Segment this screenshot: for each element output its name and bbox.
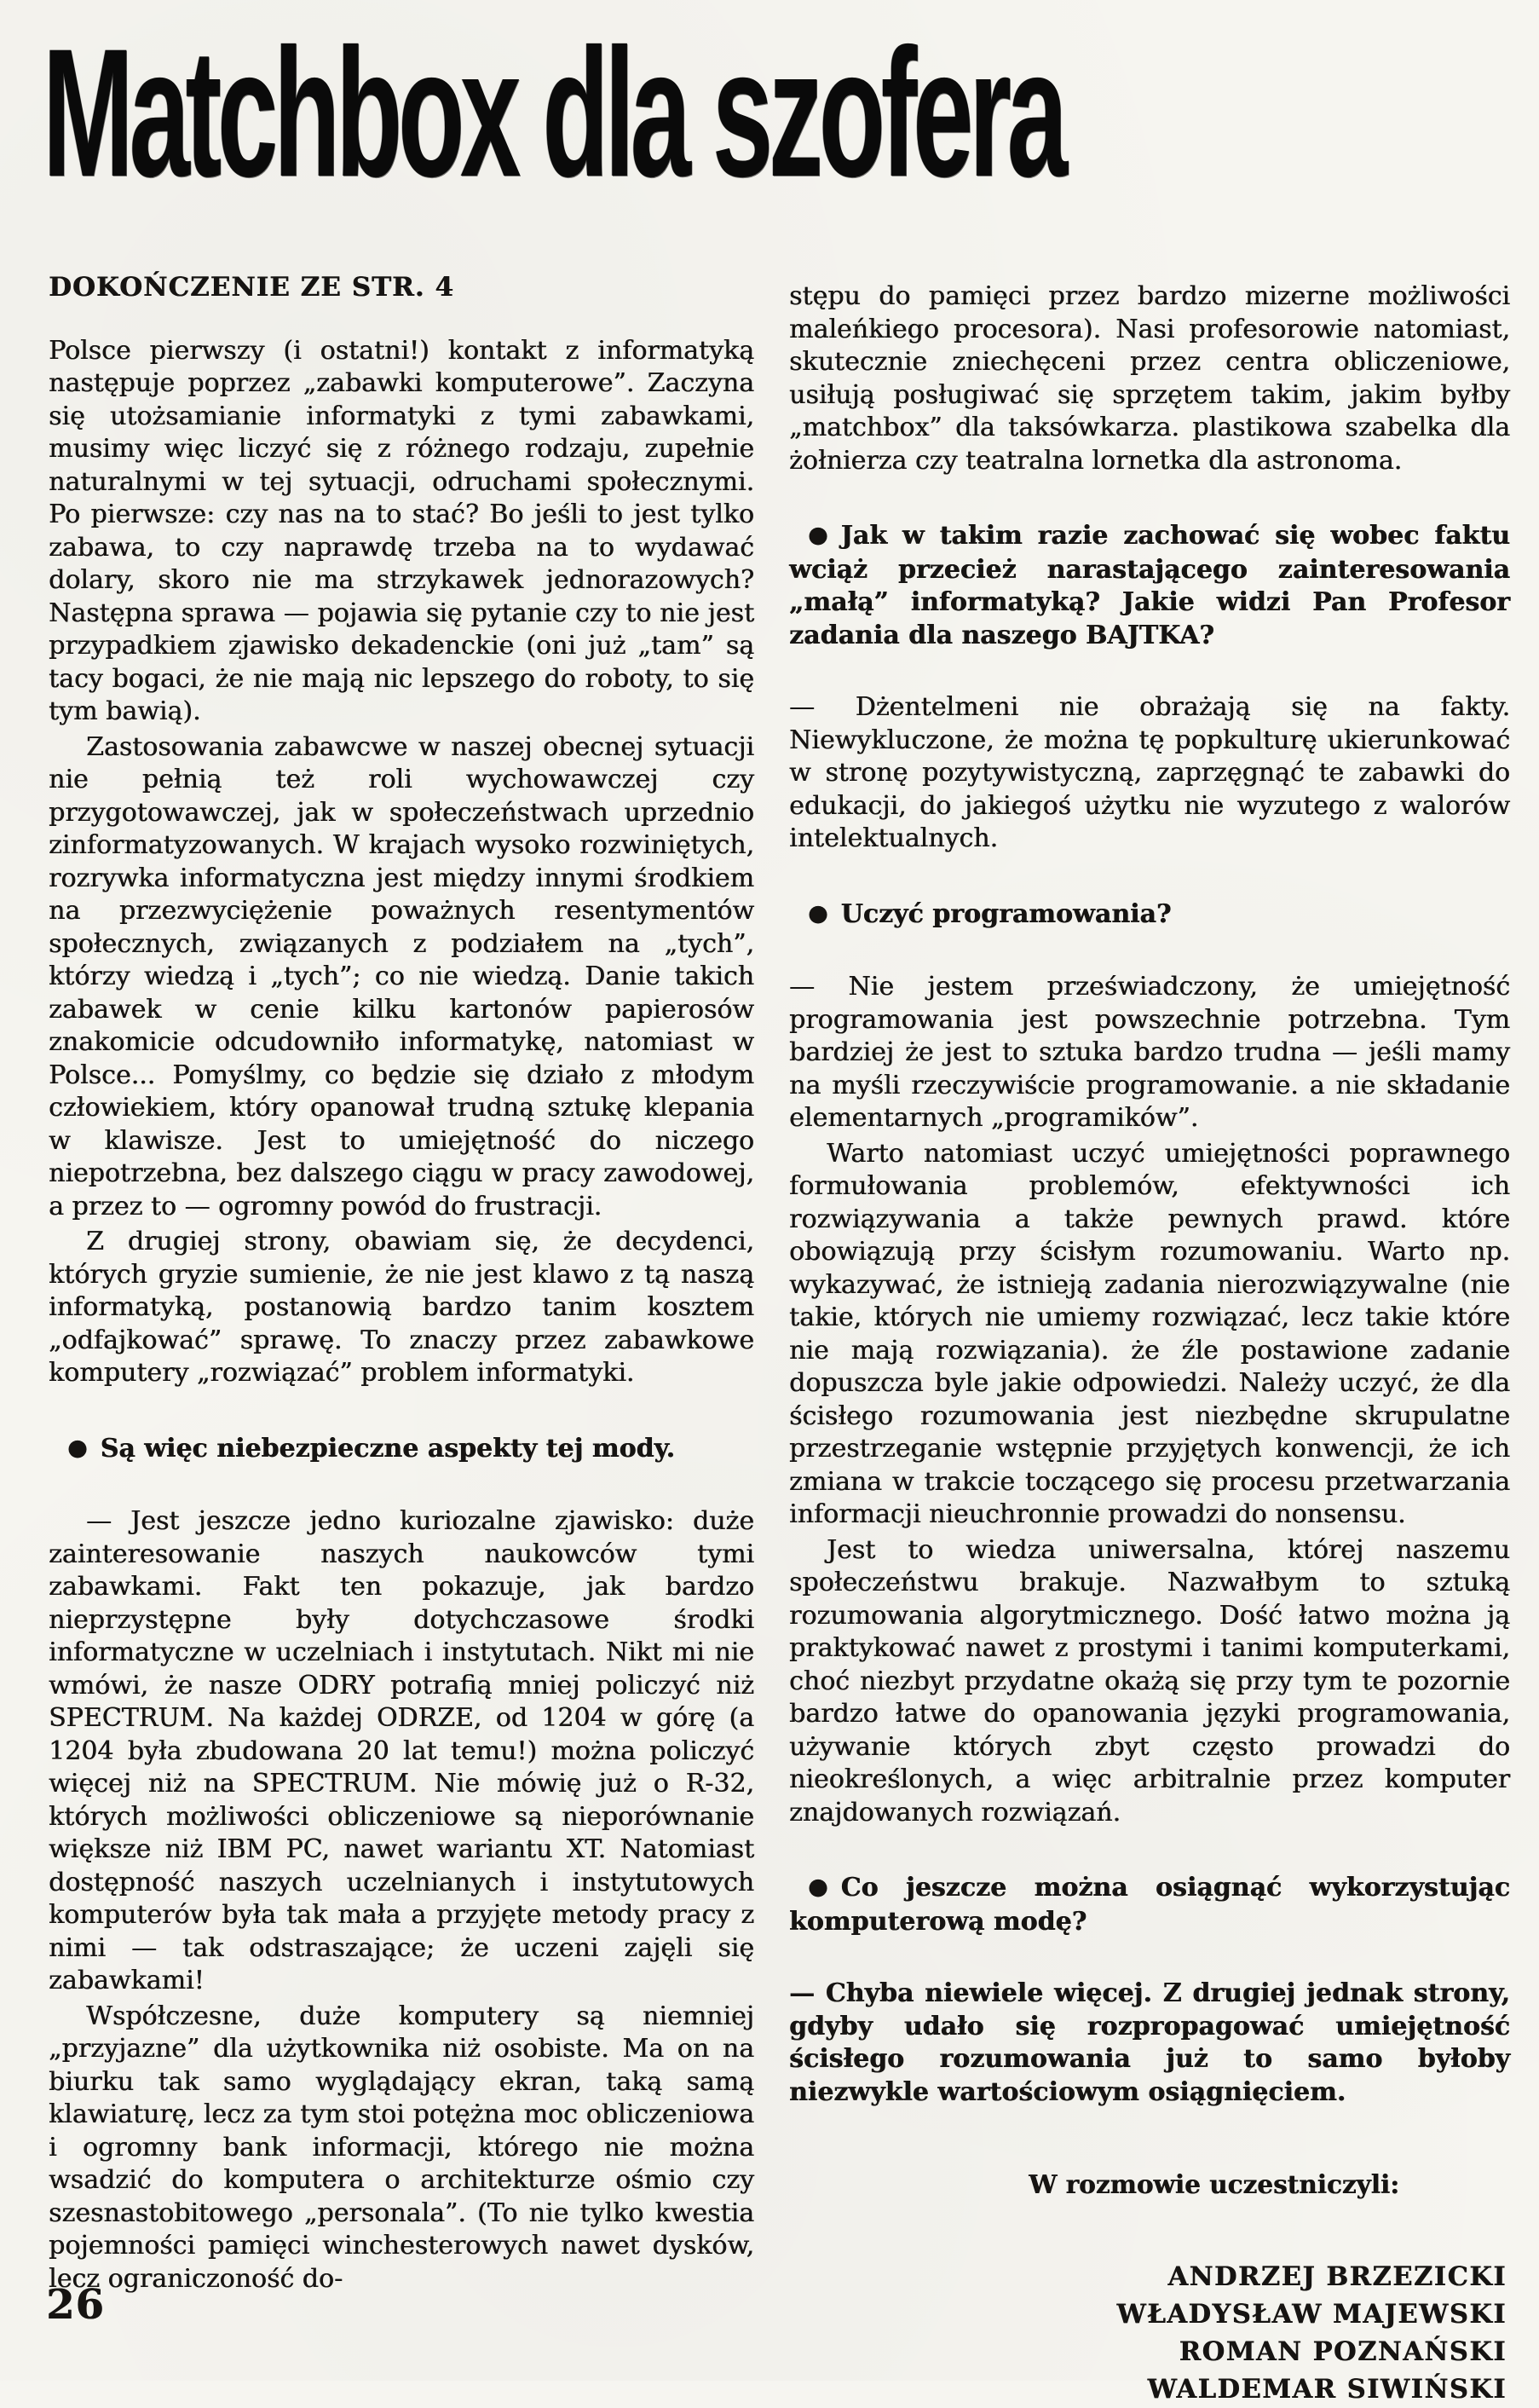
answer-paragraph: — Chyba niewiele więcej. Z drugiej jednak strony, gdyby udało się rozpropagować umiejętność ścisłego rozumowania już to samo byłoby niezwykle wartościowym osiągnięciem. <box>789 1978 1510 2107</box>
question-heading <box>789 1872 1510 1938</box>
participant-name: ANDRZEJ BRZEZICKI <box>1167 2261 1507 2292</box>
paragraph: Jest to wiedza uniwersalna, której naszemu społeczeństwu brakuje. Nazwałbym to sztuką rozumowania algorytmicznego. Dość łatwo można ją praktykować nawet z prostymi i tanimi komputerkami, choć niezbyt przydatne okażą się przy tym te pozornie bardzo łatwe do opanowania języki programowania, używanie których zbyt często prowadzi do nieokreślonych, a więc arbitralnie przez komputer znajdowanych rozwiązań. <box>789 1534 1510 1828</box>
byline-heading: W rozmowie uczestniczyli: <box>1029 2169 1399 2199</box>
answer-paragraph: — Nie jestem przeświadczony, że umiejętność programowania jest powszechnie potrzebna. Tym bardziej że jest to sztuka bardzo trudna — jeśli mamy na myśli rzeczywiście programowanie. a nie składanie elementarnych „programików”. <box>789 972 1510 1133</box>
question-heading <box>49 1433 754 1467</box>
participant-name: ROMAN POZNAŃSKI <box>1179 2336 1507 2367</box>
paragraph: Zastosowania zabawcwe w naszej obecnej sytuacji nie pełnią też roli wychowawczej czy przygotowawczej, jak w społeczeństwach uprzednio zinformatyzowanych. W krajach wysoko rozwiniętych, rozrywka informatyczna jest między innymi środkiem na przezwyciężenie poważnych resentymentów społecznych, związanych z podziałem na „tych”, którzy wiedzą i „tych”; co nie wiedzą. Danie takich zabawek w cenie kilku kartonów papierosów znakomicie odcudowniło informatykę, natomiast w Polsce... Pomyślmy, co będzie się działo z młodym człowiekiem, który opanował trudną sztukę klepania w klawisze. Jest to umiejętność do niczego niepotrzebna, bez dalszego ciągu w pracy zawodowej, a przez to — ogromny powód do frustracji. <box>49 731 754 1221</box>
participants-list <box>789 2258 1510 2408</box>
paragraph: Współczesne, duże komputery są niemniej „przyjazne” dla użytkownika niż osobiste. Ma on na biurku tak samo wyglądający ekran, taką samą klawiaturę, lecz za tym stoi potężna moc obliczeniowa i ogromny bank informacji, którego nie można wsadzić do komputera o architekturze ośmio czy szesnastobitowego „personala”. (To nie tylko kwestia pojemności pamięci winchesterowych nawet dysków, lecz ograniczoność do- <box>49 2001 754 2294</box>
participant-name: WŁADYSŁAW MAJEWSKI <box>1116 2298 1507 2330</box>
continuation-note: DOKOŃCZENIE ZE STR. 4 <box>49 272 454 303</box>
question-heading <box>789 520 1510 652</box>
paragraph: Z drugiej strony, obawiam się, że decydenci, których gryzie sumienie, że nie jest klawo z tą naszą informatyką, postanowią bardzo tanim kosztem „odfajkować” sprawę. To znaczy przez zabawkowe komputery „rozwiązać” problem informatyki. <box>49 1227 754 1388</box>
question-text: Uczyć programowania? <box>840 898 1172 929</box>
paragraph: Warto natomiast uczyć umiejętności poprawnego formułowania problemów, efektywności ich rozwiązywania a także pewnych prawd. które obowiązują przy ścisłym rozumowaniu. Warto np. wykazywać, że istnieją zadania nierozwiązywalne (nie takie, których nie umiemy rozwiązać, lecz takie które nie mają rozwiązania). że źle postawione zadanie dopuszcza byle jakie odpowiedzi. Należy uczyć, że dla ścisłego rozumowania jest niezbędne skrupulatne przestrzeganie wstępnie przyjętych konwencji, że ich zmiana w trakcie toczącego się procesu przetwarzania informacji nieuchronnie prowadzi do nonsensu. <box>789 1138 1510 1529</box>
right-column <box>789 271 1510 2408</box>
page-number: 26 <box>46 2281 105 2329</box>
bullet-icon: ● <box>808 1874 828 1900</box>
bullet-icon: ● <box>808 522 828 548</box>
paragraph: Polsce pierwszy (i ostatni!) kontakt z informatyką następuje poprzez „zabawki komputerowe”. Zaczyna się utożsamianie informatyki z tymi zabawkami, musimy więc liczyć się z różnego rodzaju, zupełnie naturalnymi w tej sytuacji, odruchami społecznymi. Po pierwsze: czy nas na to stać? Bo jeśli to jest tylko zabawa, to czy naprawdę trzeba na to wydawać dolary, skoro nie ma strzykawek jednorazowych? Następna sprawa — pojawia się pytanie czy to nie jest przypadkiem zjawisko dekadenckie (oni już „tam” są tacy bogaci, że nie mają nic lepszego do roboty, to się tym bawią). <box>49 335 754 726</box>
question-text: Co jeszcze można osiągnąć wykorzystując komputerową modę? <box>789 1873 1510 1937</box>
question-text: Są więc niebezpieczne aspekty tej mody. <box>100 1433 675 1464</box>
article-title: Matchbox dla szofera <box>43 11 1063 215</box>
left-column <box>49 271 754 2295</box>
bullet-icon: ● <box>67 1434 88 1461</box>
participant-name: WALDEMAR SIWIŃSKI <box>1147 2373 1507 2405</box>
answer-paragraph: — Dżentelmeni nie obrażają się na fakty. Niewykluczone, że można tę popkulturę ukierunkować w stronę pozytywistyczną, zaprzęgnąć te zabawki do edukacji, do jakiegoś użytku nie wyzutego z walorów intelektualnych. <box>789 692 1510 853</box>
bullet-icon: ● <box>808 899 828 927</box>
answer-paragraph: — Jest jeszcze jedno kuriozalne zjawisko: duże zainteresowanie naszych naukowców tymi zabawkami. Fakt ten pokazuje, jak bardzo nieprzystępne były dotychczasowe środki informatyczne w uczelniach i instytutach. Nikt mi nie wmówi, że nasze ODRY potrafią mniej policzyć niż SPECTRUM. Na każdej ODRZE, od 1204 w górę (a 1204 była zbudowana 20 lat temu!) można policzyć więcej niż na SPECTRUM. Nie mówię już o R-32, których możliwości obliczeniowe są nieporównanie większe niż IBM PC, nawet wariantu XT. Natomiast dostępność naszych uczelnianych i instytutowych komputerów była tak mała a przyjęte metody pracy z nimi — tak odstraszające; że uczeni zajęli się zabawkami! <box>49 1506 754 1995</box>
question-heading <box>789 898 1510 933</box>
question-text: Jak w takim razie zachować się wobec faktu wciąż przecież narastającego zainteresowania „małą” informatyką? Jakie widzi Pan Profesor zadania dla naszego BAJTKA? <box>789 521 1510 650</box>
paragraph: stępu do pamięci przez bardzo mizerne możliwości maleńkiego procesora). Nasi profesorowie natomiast, skutecznie zniechęceni przez centra obliczeniowe, usiłują posługiwać się sprzętem takim, jakim byłby „matchbox” dla taksówkarza. plastikowa szabelka dla żołnierza czy teatralna lornetka dla astronoma. <box>789 281 1510 476</box>
